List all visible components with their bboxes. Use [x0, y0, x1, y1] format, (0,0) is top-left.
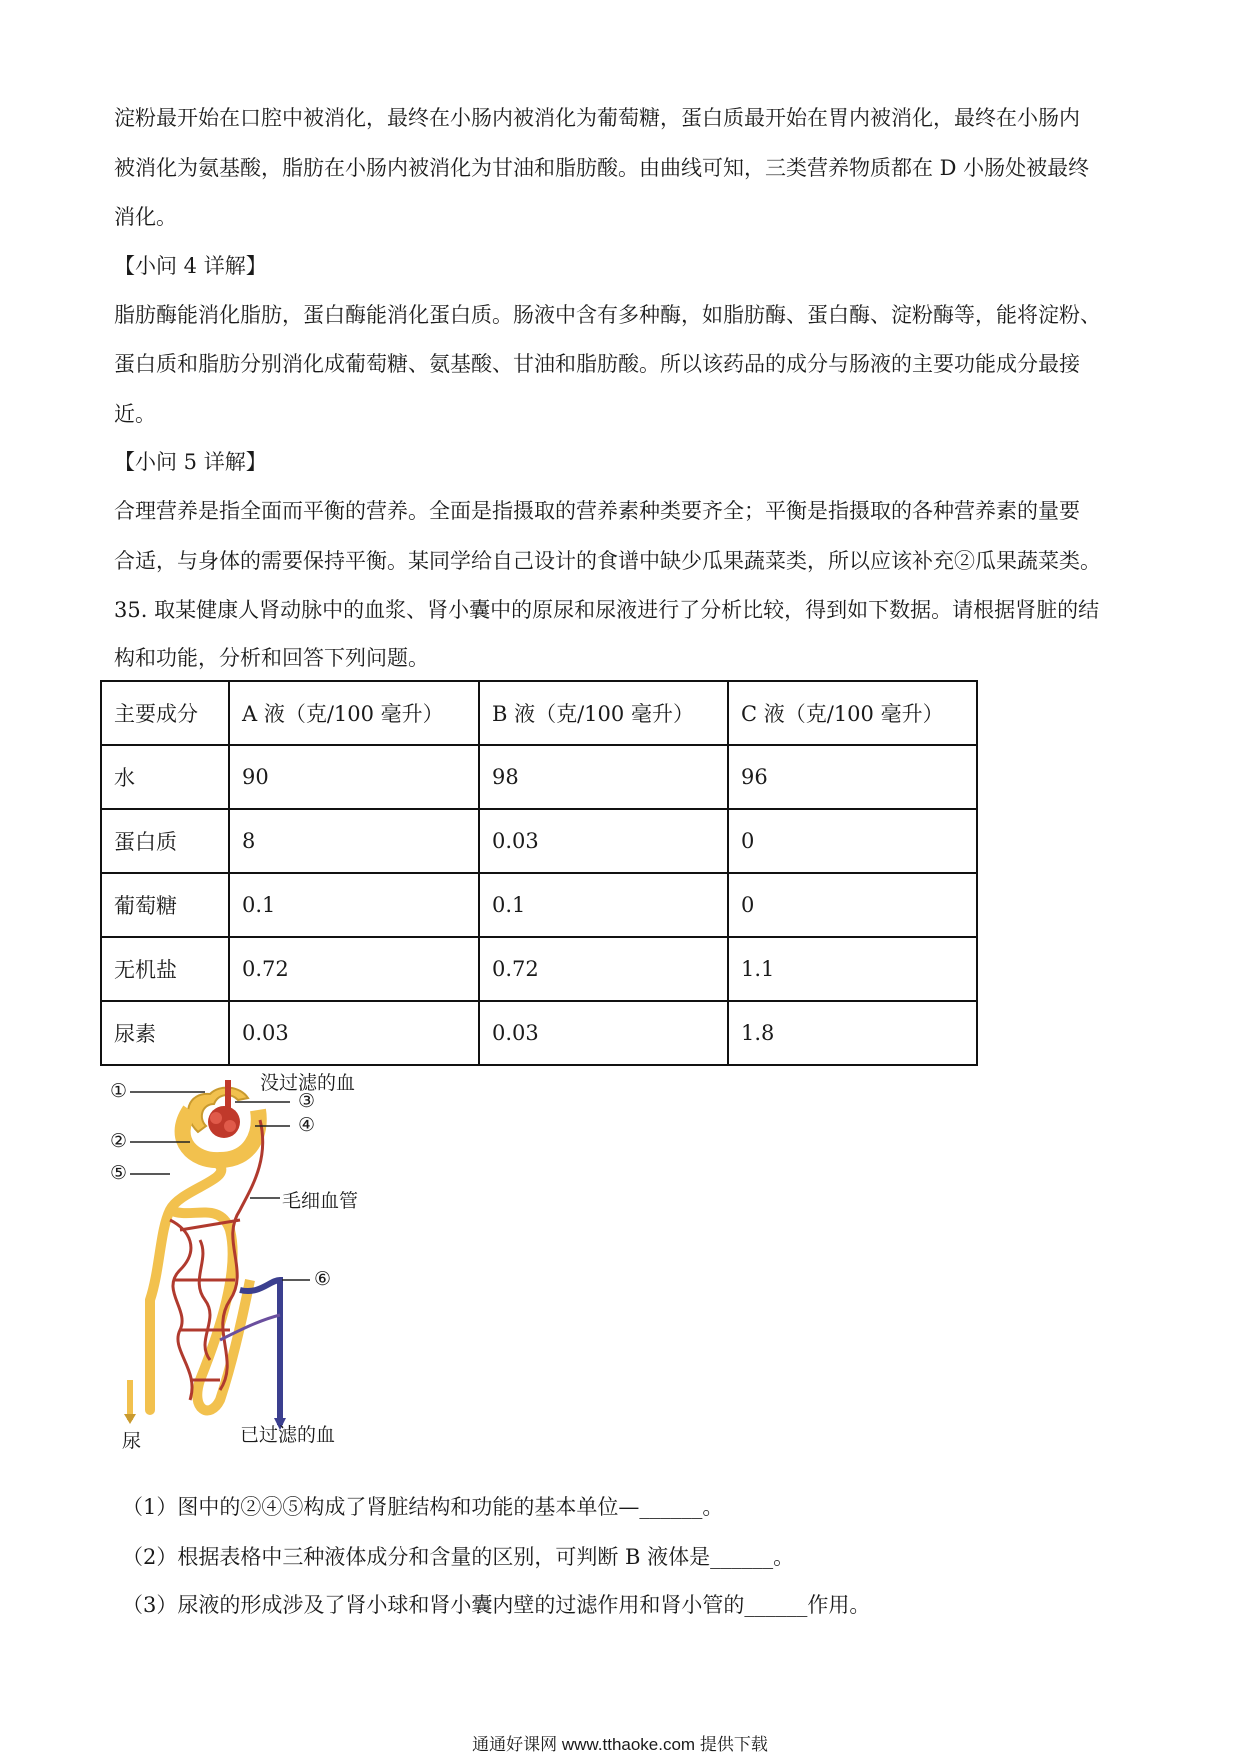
label-unfiltered-blood: 没过滤的血 [260, 1072, 356, 1094]
table-cell: 葡萄糖 [101, 873, 229, 937]
table-header-row [101, 681, 977, 745]
table-row [101, 745, 977, 809]
renal-tubule [150, 1166, 221, 1410]
table-cell: 水 [101, 745, 229, 809]
paragraph-line: 淀粉最开始在口腔中被消化，最终在小肠内被消化为葡萄糖，蛋白质最开始在胃内被消化，最终在小肠内 [114, 106, 1080, 130]
table-cell: 0.03 [479, 809, 728, 873]
section-heading-5: 【小问 5 详解】 [114, 450, 267, 474]
paragraph-line: 消化。 [114, 205, 177, 229]
table-cell: 0.03 [479, 1001, 728, 1065]
table-cell: 90 [229, 745, 479, 809]
table-cell: 0.1 [479, 873, 728, 937]
section-heading-4: 【小问 4 详解】 [114, 254, 267, 278]
vein-branch [220, 1315, 280, 1340]
table-cell: 0 [728, 809, 977, 873]
question-1: （1）图中的②④⑤构成了肾脏结构和功能的基本单位—______。 [122, 1495, 724, 1519]
label-capillary: 毛细血管 [282, 1190, 359, 1212]
paragraph-line: 脂肪酶能消化脂肪，蛋白酶能消化蛋白质。肠液中含有多种酶，如脂肪酶、蛋白酶、淀粉酶等，能将淀粉、 [114, 303, 1101, 327]
table-cell: 0 [728, 873, 977, 937]
footer-source: 通通好课网 www.tthaoke.com 提供下载 [472, 1735, 768, 1754]
table-cell: 尿素 [101, 1001, 229, 1065]
table-cell: 0.1 [229, 873, 479, 937]
table-cell: 蛋白质 [101, 809, 229, 873]
paragraph-line: 蛋白质和脂肪分别消化成葡萄糖、氨基酸、甘油和脂肪酸。所以该药品的成分与肠液的主要功能成分最接 [114, 352, 1080, 376]
table-row [101, 1001, 977, 1065]
label-n6: ⑥ [314, 1268, 332, 1290]
table-cell: 98 [479, 745, 728, 809]
urine-arrowhead [124, 1414, 136, 1424]
table-header-cell: B 液（克/100 毫升） [479, 681, 728, 745]
glomerulus-loop [210, 1112, 222, 1124]
table-cell: 1.1 [728, 937, 977, 1001]
paragraph-line: 合适，与身体的需要保持平衡。某同学给自己设计的食谱中缺少瓜果蔬菜类，所以应该补充②瓜果蔬菜类。 [114, 549, 1101, 573]
table-header-cell: 主要成分 [101, 681, 229, 745]
table-cell: 96 [728, 745, 977, 809]
question-35-line: 35. 取某健康人肾动脉中的血浆、肾小囊中的原尿和尿液进行了分析比较，得到如下数据。请根据肾脏的结 [114, 598, 1100, 622]
glomerulus-loop [224, 1120, 236, 1132]
paragraph-line: 合理营养是指全面而平衡的营养。全面是指摄取的营养素种类要齐全；平衡是指摄取的各种营养素的量要 [114, 499, 1080, 523]
paragraph-line: 近。 [114, 402, 156, 426]
table-cell: 0.03 [229, 1001, 479, 1065]
table-header-cell: A 液（克/100 毫升） [229, 681, 479, 745]
label-n5: ⑤ [110, 1162, 128, 1184]
question-2: （2）根据表格中三种液体成分和含量的区别，可判断 B 液体是______。 [122, 1545, 795, 1569]
table-header-cell: C 液（克/100 毫升） [728, 681, 977, 745]
label-urine: 尿 [122, 1430, 142, 1452]
table-cell: 0.72 [229, 937, 479, 1001]
table-cell: 无机盐 [101, 937, 229, 1001]
table-cell: 0.72 [479, 937, 728, 1001]
label-n2: ② [110, 1130, 128, 1152]
table-row [101, 937, 977, 1001]
label-filtered-blood: 已过滤的血 [240, 1424, 336, 1446]
label-n3: ③ [298, 1090, 316, 1112]
nephron-diagram [110, 1080, 370, 1450]
table-row [101, 809, 977, 873]
question-3: （3）尿液的形成涉及了肾小球和肾小囊内壁的过滤作用和肾小管的______作用。 [122, 1593, 871, 1617]
table-cell: 1.8 [728, 1001, 977, 1065]
table-row [101, 873, 977, 937]
nephron-figure [110, 1072, 370, 1452]
label-n4: ④ [298, 1114, 316, 1136]
table-cell: 8 [229, 809, 479, 873]
paragraph-line: 被消化为氨基酸，脂肪在小肠内被消化为甘油和脂肪酸。由曲线可知，三类营养物质都在 D 小肠处被最终 [114, 156, 1090, 180]
label-n1: ① [110, 1080, 128, 1102]
question-35-line: 构和功能，分析和回答下列问题。 [114, 646, 429, 670]
composition-table [100, 680, 978, 1066]
